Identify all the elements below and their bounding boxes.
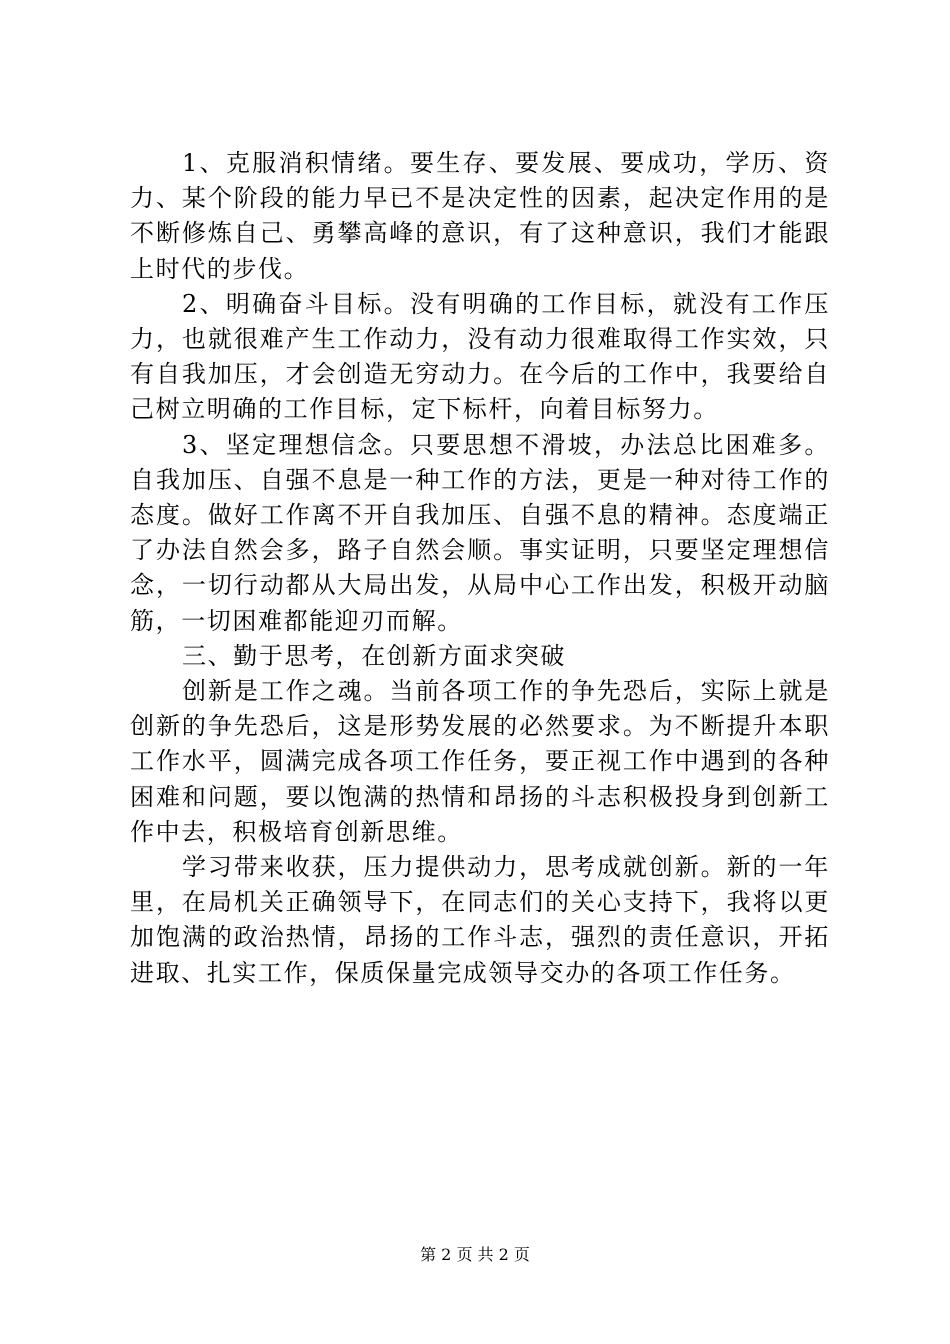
paragraph-item-2: 2、明确奋斗目标。没有明确的工作目标，就没有工作压力，也就很难产生工作动力，没有动力很难取得工作实效，只有自我加压，才会创造无穷动力。在今后的工作中，我要给自己树立明确的工作目标，定下标杆，向着目标努力。 <box>130 289 830 424</box>
paragraph-item-1: 1、克服消积情绪。要生存、要发展、要成功，学历、资力、某个阶段的能力早已不是决定性的因素，起决定作用的是不断修炼自己、勇攀高峰的意识，有了这种意识，我们才能跟上时代的步伐。 <box>130 149 830 283</box>
paragraph-item-3: 3、坚定理想信念。只要思想不滑坡，办法总比困难多。自我加压、自强不息是一种工作的方法，更是一种对待工作的态度。做好工作离不开自我加压、自强不息的精神。态度端正了办法自然会多，路子自然会顺。事实证明，只要坚定理想信念，一切行动都从大局出发，从局中心工作出发，积极开动脑筋，一切困难都能迎刃而解。 <box>130 430 830 635</box>
paragraph-innovation: 创新是工作之魂。当前各项工作的争先恐后，实际上就是创新的争先恐后，这是形势发展的必然要求。为不断提升本职工作水平，圆满完成各项工作任务，要正视工作中遇到的各种困难和问题，要以饱满的热情和昂扬的斗志积极投身到创新工作中去，积极培育创新思维。 <box>130 677 830 846</box>
paragraph-conclusion: 学习带来收获，压力提供动力，思考成就创新。新的一年里，在局机关正确领导下，在同志们的关心支持下，我将以更加饱满的政治热情，昂扬的工作斗志，强烈的责任意识，开拓进取、扎实工作，保质保量完成领导交办的各项工作任务。 <box>130 853 830 987</box>
page-number-footer: 第 2 页 共 2 页 <box>420 1245 530 1264</box>
document-body <box>130 146 830 991</box>
section-heading: 三、勤于思考，在创新方面求突破 <box>182 641 566 670</box>
